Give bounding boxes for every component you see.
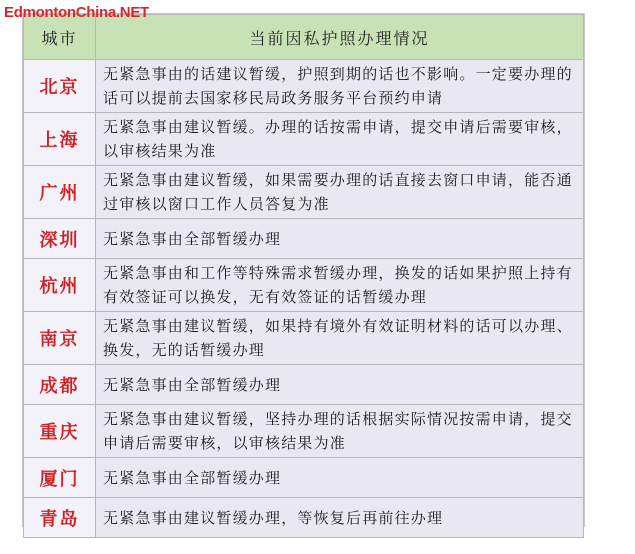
site-watermark: EdmontonChina.NET [4, 4, 149, 21]
city-cell: 上海 [24, 113, 96, 166]
status-cell: 无紧急事由全部暂缓办理 [96, 458, 584, 498]
table-row [24, 312, 584, 365]
table-row [24, 259, 584, 312]
passport-status-table [22, 13, 585, 530]
table-row [24, 405, 584, 458]
status-table [23, 14, 584, 538]
table-row [24, 365, 584, 405]
city-cell: 成都 [24, 365, 96, 405]
table-row [24, 166, 584, 219]
city-cell: 厦门 [24, 458, 96, 498]
city-cell: 杭州 [24, 259, 96, 312]
city-cell: 重庆 [24, 405, 96, 458]
table-row [24, 498, 584, 538]
header-status: 当前因私护照办理情况 [96, 15, 584, 60]
city-cell: 广州 [24, 166, 96, 219]
city-cell: 青岛 [24, 498, 96, 538]
status-cell: 无紧急事由全部暂缓办理 [96, 365, 584, 405]
header-city: 城市 [24, 15, 96, 60]
status-cell: 无紧急事由全部暂缓办理 [96, 219, 584, 259]
status-cell: 无紧急事由的话建议暂缓，护照到期的话也不影响。一定要办理的话可以提前去国家移民局政务服务平台预约申请 [96, 60, 584, 113]
status-cell: 无紧急事由建议暂缓。办理的话按需申请，提交申请后需要审核，以审核结果为准 [96, 113, 584, 166]
status-cell: 无紧急事由建议暂缓，如果需要办理的话直接去窗口申请，能否通过审核以窗口工作人员答复为准 [96, 166, 584, 219]
table-row [24, 60, 584, 113]
table-row [24, 458, 584, 498]
status-cell: 无紧急事由建议暂缓办理，等恢复后再前往办理 [96, 498, 584, 538]
table-row [24, 113, 584, 166]
status-cell: 无紧急事由和工作等特殊需求暂缓办理，换发的话如果护照上持有有效签证可以换发，无有效签证的话暂缓办理 [96, 259, 584, 312]
city-cell: 深圳 [24, 219, 96, 259]
city-cell: 南京 [24, 312, 96, 365]
table-row [24, 219, 584, 259]
status-cell: 无紧急事由建议暂缓，如果持有境外有效证明材料的话可以办理、换发，无的话暂缓办理 [96, 312, 584, 365]
city-cell: 北京 [24, 60, 96, 113]
status-cell: 无紧急事由建议暂缓，坚持办理的话根据实际情况按需申请，提交申请后需要审核，以审核结果为准 [96, 405, 584, 458]
